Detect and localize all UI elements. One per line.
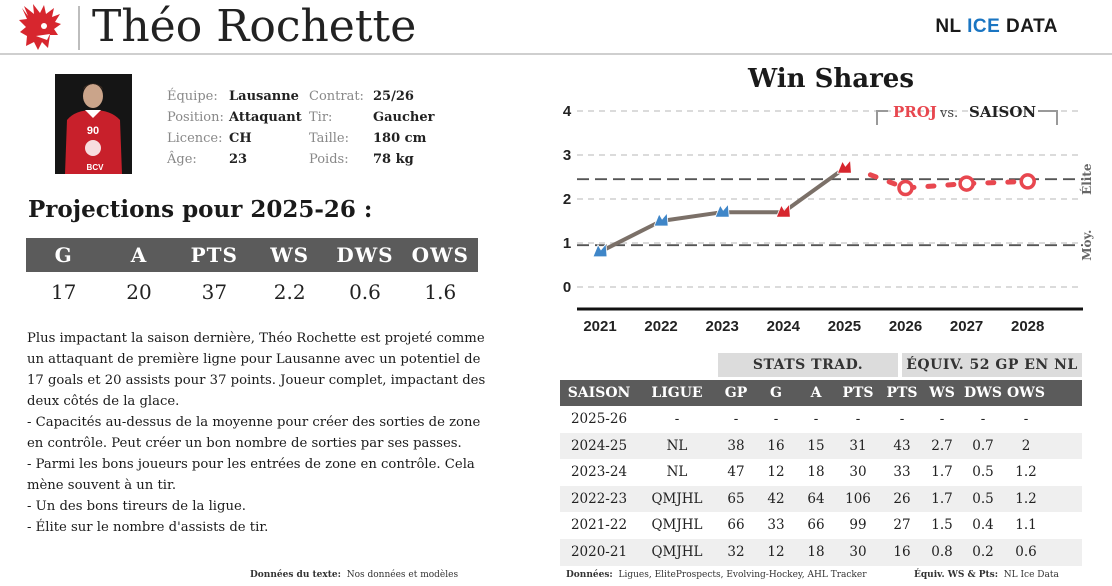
projection-header: WS xyxy=(270,243,310,267)
stats-header-cell: LIGUE xyxy=(651,385,703,401)
stats-cell: QMJHL xyxy=(651,543,703,560)
reference-line-label: Moy. xyxy=(1080,229,1094,261)
footer-data-label: Données: xyxy=(566,570,613,580)
table-row xyxy=(560,406,1082,433)
footer-ws-source xyxy=(914,570,1059,580)
stats-cell: 18 xyxy=(807,464,825,481)
stats-header-cell: OWS xyxy=(1006,385,1046,401)
stats-header-cell: A xyxy=(810,385,822,401)
bio-label: Taille: xyxy=(309,131,349,146)
season-point-logo xyxy=(715,204,729,217)
projection-header: G xyxy=(54,243,73,267)
bio-value: 25/26 xyxy=(373,89,414,104)
description-paragraph: - Parmi les bons joueurs pour les entrées de zone en contrôle. Cela mène souvent à un tir. xyxy=(27,457,475,493)
stats-cell: 16 xyxy=(893,543,911,560)
stats-cell: 1.1 xyxy=(1015,517,1037,534)
stats-cell: 0.2 xyxy=(972,543,994,560)
stats-cell: 30 xyxy=(849,464,867,481)
projections-table xyxy=(26,238,478,312)
stats-cell: 43 xyxy=(893,437,911,454)
projection-point xyxy=(960,177,973,190)
y-tick-label: 0 xyxy=(562,279,572,296)
bio-label: Licence: xyxy=(167,131,223,146)
stats-cell: 64 xyxy=(807,490,825,507)
stats-cell: 0.4 xyxy=(972,517,994,534)
projection-point xyxy=(1021,175,1034,188)
bio-value: 180 cm xyxy=(373,131,427,146)
stats-header-cell: PTS xyxy=(842,385,874,401)
projection-point xyxy=(899,182,912,195)
stats-cell: 47 xyxy=(727,464,745,481)
footer-data-source xyxy=(566,570,867,580)
stats-cell: 0.7 xyxy=(972,437,994,454)
stats-header-cell: PTS xyxy=(886,385,918,401)
y-tick-label: 2 xyxy=(562,191,572,208)
stats-table xyxy=(560,353,1082,566)
table-row xyxy=(560,486,1082,513)
stats-cell: 2021-22 xyxy=(570,517,628,534)
bio-value: CH xyxy=(229,131,252,146)
bio-value: Attaquant xyxy=(229,110,302,125)
projections-title: Projections pour 2025-26 : xyxy=(28,196,373,223)
projection-header: PTS xyxy=(190,243,238,267)
bio-label: Équipe: xyxy=(167,89,218,104)
table-row xyxy=(560,459,1082,486)
table-row xyxy=(560,539,1082,566)
projection-header: A xyxy=(130,243,148,267)
y-tick-label: 4 xyxy=(562,103,572,120)
season-point-logo xyxy=(837,160,851,173)
footer-text-source-value: Nos données et modèles xyxy=(346,570,459,580)
y-tick-label: 1 xyxy=(562,235,572,252)
footer-text-source-label: Données du texte: xyxy=(250,570,341,580)
stats-cell: 18 xyxy=(807,543,825,560)
stats-cell: NL xyxy=(666,437,688,454)
stats-cell: 12 xyxy=(767,464,785,481)
stats-cell: - xyxy=(773,411,779,427)
bio-label: Tir: xyxy=(309,110,333,125)
description-paragraph: Plus impactant la saison dernière, Théo Rochette est projeté comme un attaquant de première ligne pour Lausanne avec un potentiel de 17 goals et 20 assists pour 37 points. Joueur complet, impactant des deux côtés de la glace. xyxy=(27,331,486,409)
bio-label: Poids: xyxy=(309,152,349,167)
stats-cell: 33 xyxy=(893,464,911,481)
footer-ws-value: NL Ice Data xyxy=(1003,570,1059,580)
jersey-number: 90 xyxy=(86,125,100,137)
legend-bracket-right xyxy=(1038,111,1057,125)
player-description xyxy=(27,328,497,538)
group-stats-trad: STATS TRAD. xyxy=(718,353,898,377)
projection-value: 1.6 xyxy=(424,280,457,304)
x-tick-label: 2025 xyxy=(827,318,862,335)
footer-ws-label: Équiv. WS & Pts: xyxy=(914,570,999,580)
stats-cell: 31 xyxy=(849,437,867,454)
stats-cell: 42 xyxy=(767,490,785,507)
brand-part-ice: ICE xyxy=(967,16,1001,37)
projection-value: 20 xyxy=(126,280,152,304)
stats-cell: 2 xyxy=(1021,437,1031,454)
stats-header-cell: G xyxy=(770,385,782,401)
stats-cell: 33 xyxy=(767,517,785,534)
projection-value: 2.2 xyxy=(273,280,306,304)
projections-values-row xyxy=(26,272,478,312)
stats-cell: 2022-23 xyxy=(570,490,628,507)
projection-value: 17 xyxy=(50,280,77,304)
y-tick-label: 3 xyxy=(562,147,572,164)
stats-cell: 1.2 xyxy=(1015,464,1037,481)
stats-cell: 0.5 xyxy=(972,464,994,481)
stats-header-row xyxy=(560,380,1082,406)
chart-title: Win Shares xyxy=(748,64,914,94)
stats-cell: QMJHL xyxy=(651,490,703,507)
stats-cell: 15 xyxy=(807,437,825,454)
projection-line xyxy=(870,175,1027,188)
stats-cell: - xyxy=(855,411,861,427)
stats-cell: 2020-21 xyxy=(570,543,628,560)
stats-cell: - xyxy=(1023,411,1029,427)
stats-cell: QMJHL xyxy=(651,517,703,534)
player-photo xyxy=(55,74,132,174)
header-divider xyxy=(78,6,80,50)
season-point-logo xyxy=(654,213,668,226)
projections-header-row xyxy=(26,238,478,272)
stats-cell: 30 xyxy=(849,543,867,560)
stats-cell: - xyxy=(939,411,945,427)
bio-label: Âge: xyxy=(167,152,197,167)
bio-value: Lausanne xyxy=(229,89,299,104)
stats-cell: - xyxy=(674,411,680,427)
bio-row xyxy=(167,107,443,128)
x-tick-label: 2027 xyxy=(949,318,984,335)
footer-text-source xyxy=(250,570,458,580)
stats-cell: 2.7 xyxy=(931,437,953,454)
stats-cell: - xyxy=(980,411,986,427)
description-paragraph: - Élite sur le nombre d'assists de tir. xyxy=(27,520,269,535)
stats-header-cell: DWS xyxy=(964,385,1002,401)
stats-cell: 1.5 xyxy=(931,517,953,534)
stats-cell: 38 xyxy=(727,437,745,454)
x-tick-label: 2024 xyxy=(766,318,800,335)
x-tick-label: 2022 xyxy=(644,318,678,335)
stats-cell: 106 xyxy=(845,490,871,507)
team-logo xyxy=(14,2,66,54)
stats-cell: 66 xyxy=(727,517,745,534)
stats-body xyxy=(560,406,1082,566)
bio-row xyxy=(167,149,443,170)
bio-value: 78 kg xyxy=(373,152,414,167)
stats-header-cell: GP xyxy=(724,385,748,401)
legend-proj: PROJ xyxy=(893,103,937,121)
brand-logo-text xyxy=(935,16,1058,38)
stats-cell: 16 xyxy=(767,437,785,454)
legend-season: SAISON xyxy=(969,103,1037,121)
description-paragraph: - Un des bons tireurs de la ligue. xyxy=(27,499,246,514)
projection-header: DWS xyxy=(336,243,394,267)
brand-part-nl: NL xyxy=(935,16,968,37)
bio-row xyxy=(167,86,443,107)
win-shares-chart xyxy=(555,55,1095,345)
stats-header-cell: WS xyxy=(929,385,955,401)
player-name: Théo Rochette xyxy=(92,1,417,52)
stats-cell: - xyxy=(899,411,905,427)
brand-part-data: DATA xyxy=(1000,16,1058,37)
stats-cell: 12 xyxy=(767,543,785,560)
description-paragraph: - Capacités au-dessus de la moyenne pour créer des sorties de zone en contrôle. Peut créer un bon nombre de sorties par ses passes. xyxy=(27,415,481,451)
projection-value: 37 xyxy=(201,280,228,304)
stats-group-row xyxy=(560,353,1082,377)
stats-cell: NL xyxy=(666,464,688,481)
stats-cell: 26 xyxy=(893,490,911,507)
bio-row xyxy=(167,128,443,149)
x-tick-label: 2028 xyxy=(1011,318,1045,335)
projection-value: 0.6 xyxy=(349,280,381,304)
stats-cell: 1.7 xyxy=(931,464,953,481)
legend-vs: vs. xyxy=(940,106,959,121)
stats-cell: 2024-25 xyxy=(570,437,628,454)
group-equiv-nl: ÉQUIV. 52 GP EN NL xyxy=(902,353,1082,377)
footer-data-value: Ligues, EliteProspects, Evolving-Hockey, AHL Tracker xyxy=(618,570,867,580)
stats-cell: 1.7 xyxy=(931,490,953,507)
stats-cell: - xyxy=(733,411,739,427)
bio-label: Contrat: xyxy=(309,89,364,104)
stats-cell: 0.6 xyxy=(1015,543,1037,560)
x-tick-label: 2026 xyxy=(888,318,923,335)
stats-cell: 99 xyxy=(849,517,867,534)
stats-cell: 0.8 xyxy=(931,543,953,560)
x-tick-label: 2023 xyxy=(705,318,739,335)
jersey-sponsor: BCV xyxy=(86,163,104,172)
bio-value: 23 xyxy=(229,152,248,167)
stats-cell: 32 xyxy=(727,543,745,560)
stats-cell: 2025-26 xyxy=(570,411,628,427)
stats-cell: - xyxy=(813,411,819,427)
legend-bracket-left xyxy=(877,111,888,125)
bio-value: Gaucher xyxy=(373,110,435,125)
bio-label: Position: xyxy=(167,110,224,125)
stats-header-cell: SAISON xyxy=(567,385,631,401)
reference-line-label: Élite xyxy=(1080,163,1094,195)
table-row xyxy=(560,512,1082,539)
stats-cell: 66 xyxy=(807,517,825,534)
player-bio xyxy=(167,86,443,170)
stats-cell: 0.5 xyxy=(972,490,994,507)
x-tick-label: 2021 xyxy=(583,318,617,335)
stats-cell: 27 xyxy=(893,517,911,534)
stats-cell: 1.2 xyxy=(1015,490,1037,507)
stats-cell: 2023-24 xyxy=(570,464,628,481)
table-row xyxy=(560,433,1082,460)
projection-header: OWS xyxy=(411,243,469,267)
stats-cell: 65 xyxy=(727,490,745,507)
